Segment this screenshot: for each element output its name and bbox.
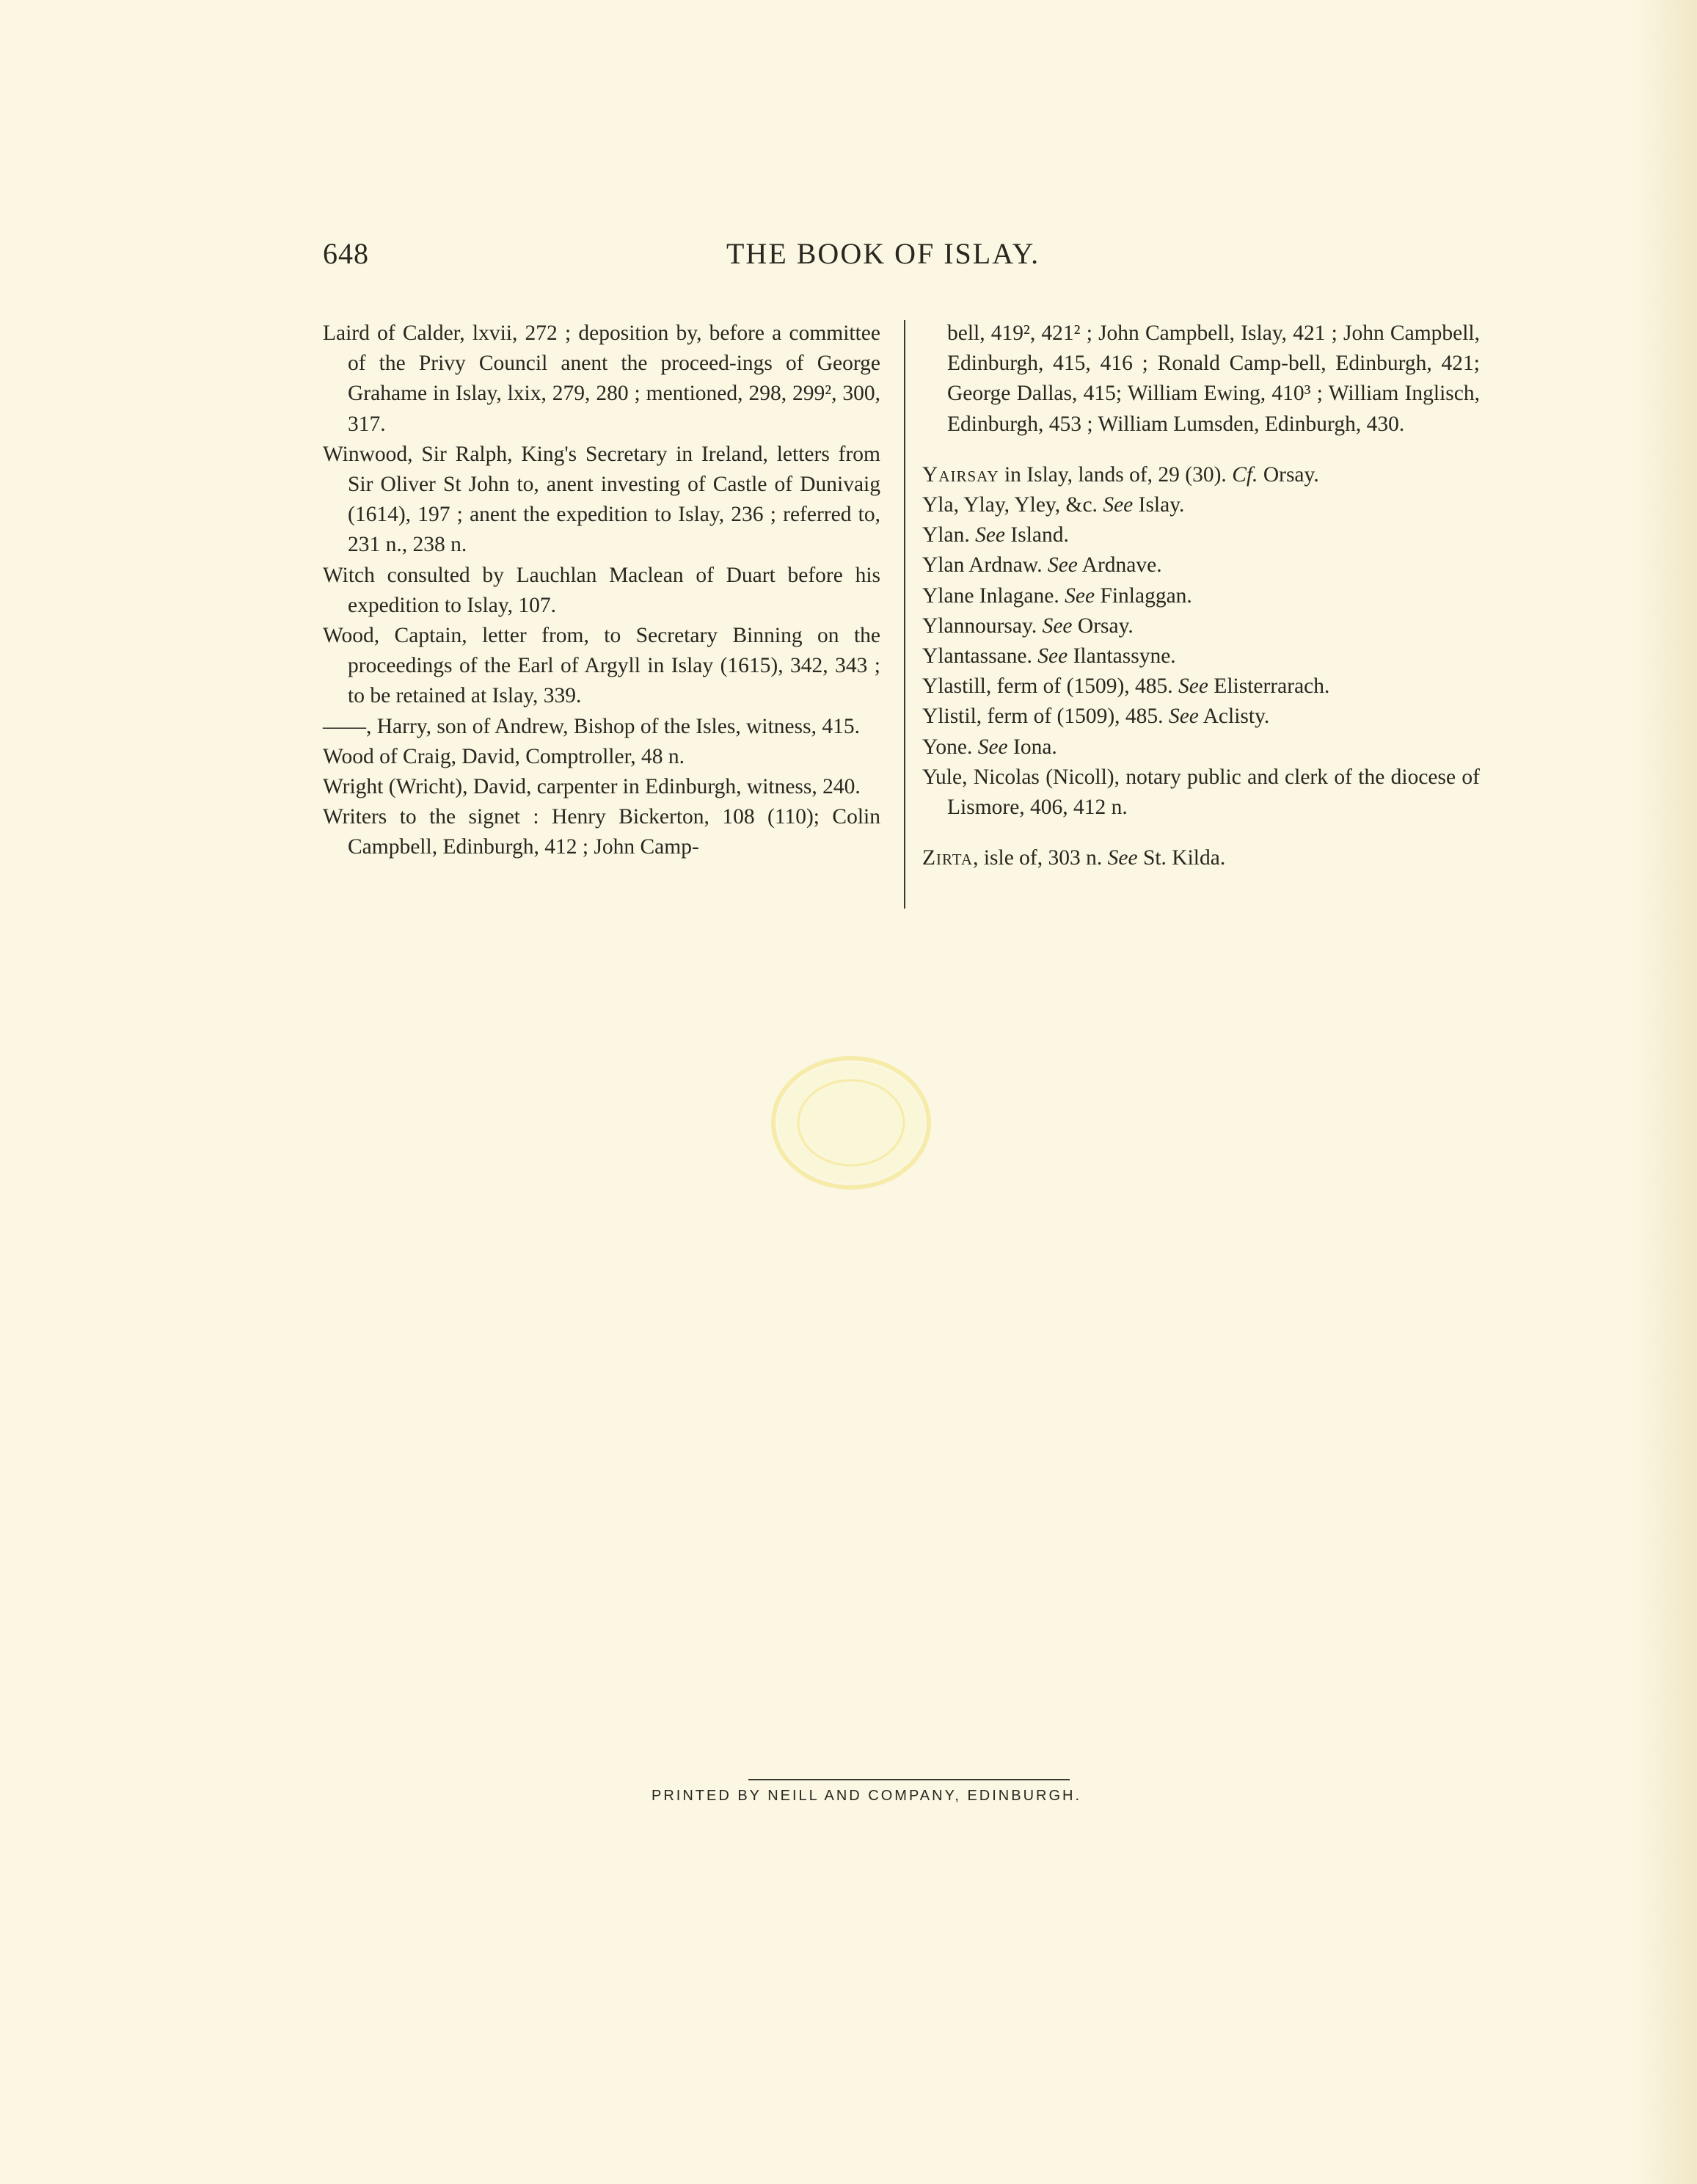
cross-reference-label: See — [975, 523, 1006, 547]
index-entry: Winwood, Sir Ralph, King's Secretary in Ireland, letters from Sir Oliver St John to, anent investing of Castle of Dunivaig (1614), 197 ; anent the expedition to Islay, 236 ; referred to, 231 n., 238 n. — [323, 442, 880, 557]
page-edge-shading — [1631, 0, 1697, 2184]
running-title: THE BOOK OF ISLAY. — [726, 237, 1040, 270]
cross-reference-label: See — [1103, 493, 1134, 517]
cross-reference-label: See — [1168, 705, 1199, 729]
page-header — [323, 236, 1086, 277]
index-entry: Ylane Inlagane. See Finlaggan. — [922, 583, 1192, 608]
cross-reference-label: See — [1037, 644, 1068, 669]
index-entry: ——, Harry, son of Andrew, Bishop of the Isles, witness, 415. — [323, 714, 860, 738]
cross-reference-label: See — [1178, 674, 1208, 699]
index-entry: Wood, Captain, letter from, to Secretary Binning on the proceedings of the Earl of Argyll in Islay (1615), 342, 343 ; to be retained at Islay, 339. — [323, 624, 880, 708]
cross-reference-label: See — [1042, 614, 1073, 638]
index-entry: Yone. See Iona. — [922, 735, 1057, 759]
index-entry: Witch consulted by Lauchlan Maclean of Duart before his expedition to Islay, 107. — [323, 563, 880, 617]
index-entry: Ylan Ardnaw. See Ardnave. — [922, 553, 1162, 578]
index-entry: Yairsay in Islay, lands of, 29 (30). Cf. Orsay. — [922, 462, 1319, 487]
index-entry: Wood of Craig, David, Comptroller, 48 n. — [323, 744, 685, 768]
cross-reference-label: See — [1107, 846, 1138, 870]
index-entry: Writers to the signet : Henry Bickerton, 108 (110); Colin Campbell, Edinburgh, 412 ; John Camp- — [323, 805, 880, 859]
library-stamp — [768, 1052, 934, 1193]
index-entry: Wright (Wricht), David, carpenter in Edinburgh, witness, 240. — [323, 775, 861, 799]
cross-reference-label: See — [1047, 553, 1078, 578]
index-entry: Zirta, isle of, 303 n. See St. Kilda. — [922, 846, 1226, 870]
cross-reference-label: Cf. — [1232, 462, 1258, 487]
footer-rule — [748, 1779, 1070, 1780]
index-entry: Ylastill, ferm of (1509), 485. See Elisterrarach. — [922, 674, 1330, 699]
cross-reference-label: See — [1065, 583, 1095, 608]
index-entry: Ylistil, ferm of (1509), 485. See Aclisty. — [922, 705, 1270, 729]
index-entry: Yla, Ylay, Yley, &c. See Islay. — [922, 493, 1185, 517]
page-number: 648 — [323, 237, 369, 270]
index-entry: Yule, Nicolas (Nicoll), notary public and clerk of the diocese of Lismore, 406, 412 n. — [922, 765, 1480, 820]
index-column-left — [323, 318, 880, 863]
cross-reference-label: See — [977, 735, 1008, 759]
index-entry-continuation: bell, 419², 421² ; John Campbell, Islay, 421 ; John Campbell, Edinburgh, 415, 416 ; Ronald Camp-bell, Edinburgh, 421; George Dallas, 415; William Ewing, 410³ ; William Inglisch, Edinburgh, 453 ; William Lumsden, Edinburgh, 430. — [947, 321, 1480, 436]
index-entry: Ylannoursay. See Orsay. — [922, 614, 1134, 638]
index-entry: Ylan. See Island. — [922, 523, 1069, 547]
index-entry: Ylantassane. See Ilantassyne. — [922, 644, 1176, 669]
printer-imprint: PRINTED BY NEILL AND COMPANY, EDINBURGH. — [652, 1788, 1082, 1804]
index-column-right — [922, 318, 1480, 873]
index-entry: Laird of Calder, lxvii, 272 ; deposition by, before a committee of the Privy Council anent the proceed-ings of George Grahame in Islay, lxix, 279, 280 ; mentioned, 298, 299², 300, 317. — [323, 321, 880, 436]
index-headword: Yairsay — [922, 462, 999, 487]
index-headword: Zirta — [922, 846, 974, 870]
column-divider — [904, 320, 905, 909]
